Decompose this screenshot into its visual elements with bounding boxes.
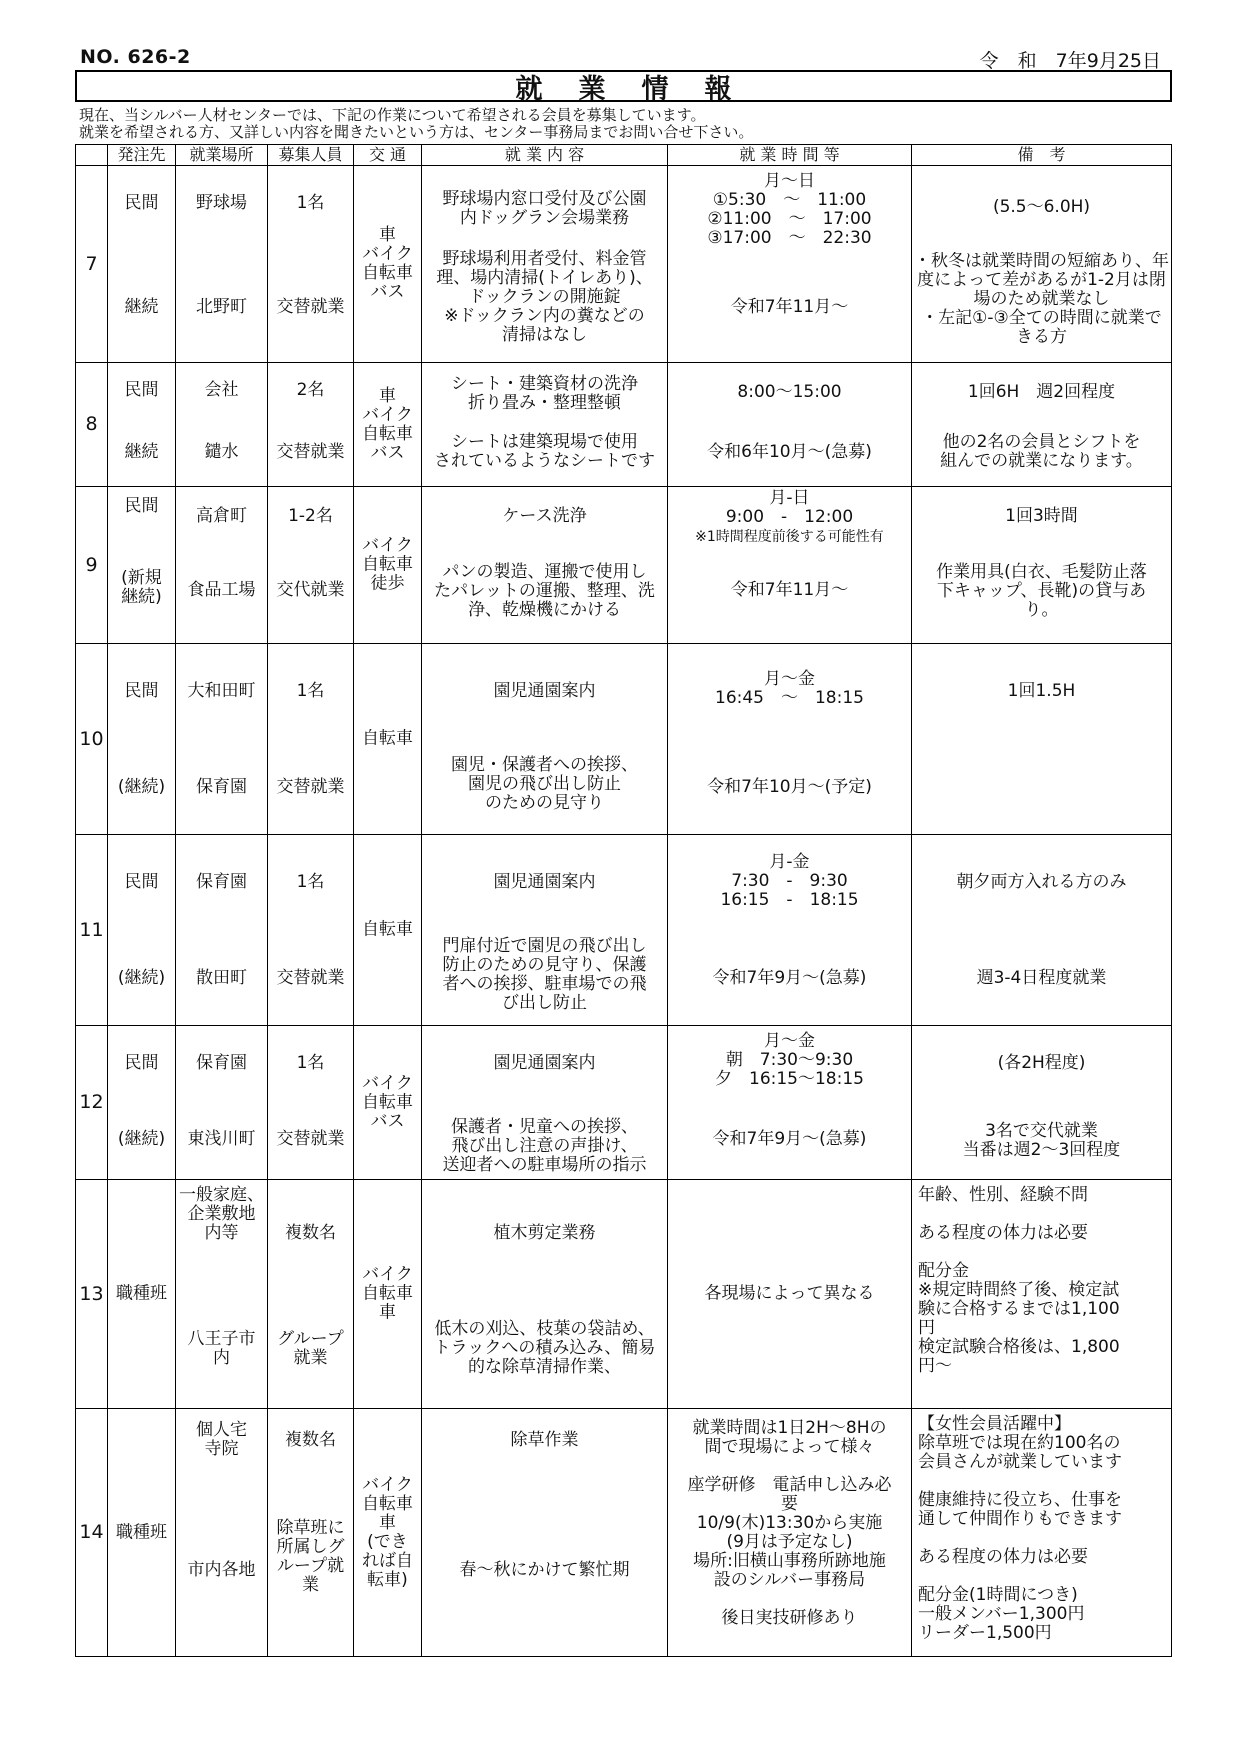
note-cell <box>912 1409 1172 1657</box>
client-type: 民間 <box>124 380 159 400</box>
table-row <box>76 1026 1172 1180</box>
transport: バイク 自転車 バス <box>362 1073 413 1131</box>
note-bottom: 他の2名の会員とシフトを 組んでの就業になります。 <box>940 432 1143 471</box>
content-title: シート・建築資材の洗浄 折り畳み・整理整頓 <box>451 374 638 413</box>
note-cell <box>912 166 1172 363</box>
content-cell <box>422 166 668 363</box>
transport: 車 バイク 自転車 バス <box>362 225 413 302</box>
note-bottom: 週3-4日程度就業 <box>976 968 1107 988</box>
place-bottom: 北野町 <box>196 297 247 317</box>
client-cell <box>108 487 176 644</box>
table-row <box>76 835 1172 1026</box>
transport: バイク 自転車 徒歩 <box>362 535 413 594</box>
work-style: 交替就業 <box>276 1129 345 1149</box>
work-style: 交替就業 <box>276 777 345 797</box>
row-number: 11 <box>76 835 108 1026</box>
content-cell <box>422 644 668 835</box>
people-cell <box>268 644 354 835</box>
people-count: 1名 <box>296 872 325 892</box>
content-detail: 野球場利用者受付、料金管 理、場内清掃(トイレあり)、 ドックランの開施錠 ※ドックラン内の糞などの 清掃はなし <box>436 249 653 345</box>
work-hours: 就業時間は1日2H～8Hの 間で現場によって様々 座学研修 電話申し込み必 要 10/9(木)13:30から実施 (9月は予定なし) 場所:旧横山事務所跡地施 設のシルバー事務局 後日実技研修あり <box>687 1418 892 1628</box>
client-type: 民間 <box>124 193 159 213</box>
content-cell <box>422 1026 668 1180</box>
client-cell <box>108 1026 176 1180</box>
content-detail: シートは建築現場で使用 されているようなシートです <box>434 432 655 471</box>
work-style: グループ 就業 <box>277 1329 344 1368</box>
client-cell <box>108 835 176 1026</box>
note-cell <box>912 363 1172 487</box>
client-cell <box>108 644 176 835</box>
content-cell <box>422 1180 668 1409</box>
people-cell <box>268 487 354 644</box>
client-status: (継続) <box>117 777 166 797</box>
note-cell <box>912 487 1172 644</box>
time-cell <box>668 363 912 487</box>
content-title: ケース洗浄 <box>502 506 587 526</box>
note-detail: 【女性会員活躍中】 除草班では現在約100名の 会員さんが就業しています 健康維持に役立ち、仕事を 通して仲間作りもできます ある程度の体力は必要 配分金(1時間につき) 一般メンバー1,300円 リーダー1,500円 <box>918 1414 1122 1643</box>
table-header-row <box>76 145 1172 166</box>
place-bottom: 保育園 <box>196 777 247 797</box>
row-number: 8 <box>76 363 108 487</box>
transport: 車 バイク 自転車 バス <box>362 385 413 463</box>
row-number: 12 <box>76 1026 108 1180</box>
client-status: (新規 継続) <box>121 568 162 607</box>
client-status: (継続) <box>117 1129 166 1149</box>
start-date: 令和7年11月～ <box>730 297 849 317</box>
place-bottom: 鑓水 <box>204 442 239 462</box>
place-cell <box>176 1409 268 1657</box>
client-type: 民間 <box>124 681 159 701</box>
people-count: 複数名 <box>285 1223 336 1243</box>
place-cell <box>176 166 268 363</box>
intro-line-2: 就業を希望される方、又詳しい内容を聞きたいという方は、センター事務局までお問い合せ下さい。 <box>79 123 754 141</box>
note-top: 1回6H 週2回程度 <box>967 382 1116 402</box>
place-cell <box>176 1180 268 1409</box>
table-row <box>76 1409 1172 1657</box>
work-hours: 月-日 9:00 - 12:00 <box>725 488 854 527</box>
intro-text <box>79 107 1169 141</box>
note-bottom: ・秋冬は就業時間の短縮あり、年度によって差があるが1-2月は閉場のため就業なし ・左記①-③全ての時間に就業できる方 <box>914 252 1169 347</box>
col-header-time: 就 業 時 間 等 <box>668 145 912 166</box>
place-bottom: 食品工場 <box>187 580 256 600</box>
note-cell <box>912 1026 1172 1180</box>
row-number: 10 <box>76 644 108 835</box>
place-top: 保育園 <box>196 872 247 892</box>
time-cell <box>668 1026 912 1180</box>
transport-cell <box>354 487 422 644</box>
people-cell <box>268 363 354 487</box>
transport: バイク 自転車 車 (でき れば自 転車) <box>362 1474 413 1590</box>
place-top: 個人宅 寺院 <box>196 1420 247 1459</box>
transport: 自転車 <box>362 919 413 940</box>
place-top: 大和田町 <box>187 681 256 701</box>
transport-cell <box>354 835 422 1026</box>
people-cell <box>268 1026 354 1180</box>
people-cell <box>268 166 354 363</box>
col-header-people: 募集人員 <box>268 145 354 166</box>
transport-cell <box>354 644 422 835</box>
place-top: 野球場 <box>196 193 247 213</box>
content-cell <box>422 835 668 1026</box>
time-cell <box>668 487 912 644</box>
col-header-content: 就 業 内 容 <box>422 145 668 166</box>
transport-cell <box>354 363 422 487</box>
row-number: 9 <box>76 487 108 644</box>
note-cell <box>912 835 1172 1026</box>
time-cell <box>668 166 912 363</box>
table-row <box>76 1180 1172 1409</box>
place-bottom: 散田町 <box>196 968 247 988</box>
time-cell <box>668 1409 912 1657</box>
content-cell <box>422 487 668 644</box>
transport: 自転車 <box>362 728 413 749</box>
col-header-no <box>76 145 108 166</box>
transport-cell <box>354 1026 422 1180</box>
place-top: 会社 <box>204 380 239 400</box>
document-date: 令 和 7年9月25日 <box>979 50 1161 72</box>
document-number: NO. 626-2 <box>80 46 191 68</box>
content-detail: 春～秋にかけて繁忙期 <box>459 1560 630 1580</box>
client-cell <box>108 1180 176 1409</box>
table-row <box>76 166 1172 363</box>
work-hours: 8:00～15:00 <box>737 382 842 402</box>
content-title: 園児通園案内 <box>493 681 596 701</box>
client-cell <box>108 1409 176 1657</box>
work-hours: 月～日 ①5:30 ～ 11:00 ②11:00 ～ 17:00 ③17:00 ～ 22:30 <box>707 171 872 248</box>
place-cell <box>176 644 268 835</box>
col-header-client: 発注先 <box>108 145 176 166</box>
place-top: 一般家庭、 企業敷地 内等 <box>179 1185 264 1243</box>
start-date: 令和7年11月～ <box>730 580 849 600</box>
table-row <box>76 487 1172 644</box>
note-cell <box>912 1180 1172 1409</box>
note-cell <box>912 644 1172 835</box>
note-top: (5.5～6.0H) <box>992 197 1091 217</box>
content-cell <box>422 1409 668 1657</box>
intro-line-1: 現在、当シルバー人材センターでは、下記の作業について希望される会員を募集しています。 <box>79 106 706 124</box>
note-top: (各2H程度) <box>997 1053 1086 1073</box>
row-number: 13 <box>76 1180 108 1409</box>
transport-cell <box>354 1409 422 1657</box>
content-detail: 門扉付近で園児の飛び出し 防止のための見守り、保護 者への挨拶、駐車場での飛 び出し防止 <box>442 936 647 1013</box>
start-date: 令和7年9月～(急募) <box>712 968 867 988</box>
content-title: 植木剪定業務 <box>493 1223 596 1243</box>
client-type: 民間 <box>124 1053 159 1073</box>
place-cell <box>176 487 268 644</box>
people-cell <box>268 835 354 1026</box>
client-type: 民間 <box>124 872 159 892</box>
time-cell <box>668 644 912 835</box>
col-header-note: 備 考 <box>912 145 1172 166</box>
people-cell <box>268 1409 354 1657</box>
place-bottom: 八王子市 内 <box>187 1329 256 1368</box>
client-cell <box>108 166 176 363</box>
place-bottom: 市内各地 <box>187 1560 256 1580</box>
transport-cell <box>354 166 422 363</box>
note-detail: 年齢、性別、経験不問 ある程度の体力は必要 配分金 ※規定時間終了後、検定試 験に合格するまでは1,100 円 検定試験合格後は、1,800 円～ <box>918 1185 1120 1376</box>
client-type: 職種班 <box>116 1283 167 1304</box>
work-hours: 各現場によって異なる <box>704 1283 875 1304</box>
start-date: 令和7年9月～(急募) <box>712 1129 867 1149</box>
note-bottom: 3名で交代就業 当番は週2～3回程度 <box>962 1121 1121 1160</box>
title-box <box>75 70 1172 105</box>
work-hours: 月～金 16:45 ～ 18:15 <box>715 669 864 708</box>
place-top: 高倉町 <box>196 506 247 526</box>
time-cell <box>668 1180 912 1409</box>
people-cell <box>268 1180 354 1409</box>
people-count: 1名 <box>296 1053 325 1073</box>
client-type: 職種班 <box>116 1522 167 1542</box>
row-number: 14 <box>76 1409 108 1657</box>
people-count: 1-2名 <box>288 506 333 526</box>
content-cell <box>422 363 668 487</box>
client-cell <box>108 363 176 487</box>
transport-cell <box>354 1180 422 1409</box>
place-top: 保育園 <box>196 1053 247 1073</box>
row-number: 7 <box>76 166 108 363</box>
page-title: 就業情報 <box>515 73 768 105</box>
work-style: 交代就業 <box>276 580 345 600</box>
client-status: 継続 <box>124 442 159 462</box>
people-count: 複数名 <box>285 1430 336 1450</box>
content-title: 園児通園案内 <box>493 1053 596 1073</box>
note-top: 1回1.5H <box>1007 681 1076 701</box>
place-cell <box>176 835 268 1026</box>
note-top: 1回3時間 <box>1005 506 1078 526</box>
client-type: 民間 <box>124 496 159 516</box>
transport: バイク 自転車 車 <box>362 1264 413 1323</box>
people-count: 1名 <box>296 193 325 213</box>
start-date: 令和6年10月～(急募) <box>707 442 872 462</box>
work-hours: 月-金 7:30 - 9:30 16:15 - 18:15 <box>720 852 859 910</box>
note-bottom: 作業用具(白衣、毛髪防止落 下キャップ、長靴)の貸与あ り。 <box>936 562 1147 620</box>
place-bottom: 東浅川町 <box>187 1129 256 1149</box>
place-cell <box>176 363 268 487</box>
people-count: 1名 <box>296 681 325 701</box>
place-cell <box>176 1026 268 1180</box>
work-style: 除草班に 所属しグ ループ就 業 <box>276 1518 345 1595</box>
client-status: (継続) <box>117 968 166 988</box>
client-status: 継続 <box>124 297 159 317</box>
work-style: 交替就業 <box>276 968 345 988</box>
table-row <box>76 644 1172 835</box>
work-style: 交替就業 <box>276 442 345 462</box>
content-title: 野球場内窓口受付及び公園 内ドッグラン会場業務 <box>442 189 647 228</box>
table-row <box>76 363 1172 487</box>
work-hours: 月～金 朝 7:30～9:30 夕 16:15～18:15 <box>715 1031 864 1089</box>
content-title: 除草作業 <box>510 1430 579 1450</box>
content-title: 園児通園案内 <box>493 872 596 892</box>
content-detail: 園児・保護者への挨拶、 園児の飛び出し防止 のための見守り <box>451 755 638 813</box>
time-cell <box>668 835 912 1026</box>
start-date: 令和7年10月～(予定) <box>707 777 872 797</box>
content-detail: パンの製造、運搬で使用し たパレットの運搬、整理、洗 浄、乾燥機にかける <box>434 562 655 620</box>
work-style: 交替就業 <box>276 297 345 317</box>
col-header-place: 就業場所 <box>176 145 268 166</box>
content-detail: 低木の刈込、枝葉の袋詰め、 トラックへの積み込み、簡易 的な除草清掃作業、 <box>433 1319 656 1377</box>
col-header-transport: 交 通 <box>354 145 422 166</box>
jobs-table <box>75 144 1172 1657</box>
people-count: 2名 <box>296 380 325 400</box>
content-detail: 保護者・児童への挨拶、 飛び出し注意の声掛け、 送迎者への駐車場所の指示 <box>442 1117 647 1175</box>
time-note: ※1時間程度前後する可能性有 <box>695 529 884 545</box>
note-top: 朝夕両方入れる方のみ <box>956 872 1127 892</box>
